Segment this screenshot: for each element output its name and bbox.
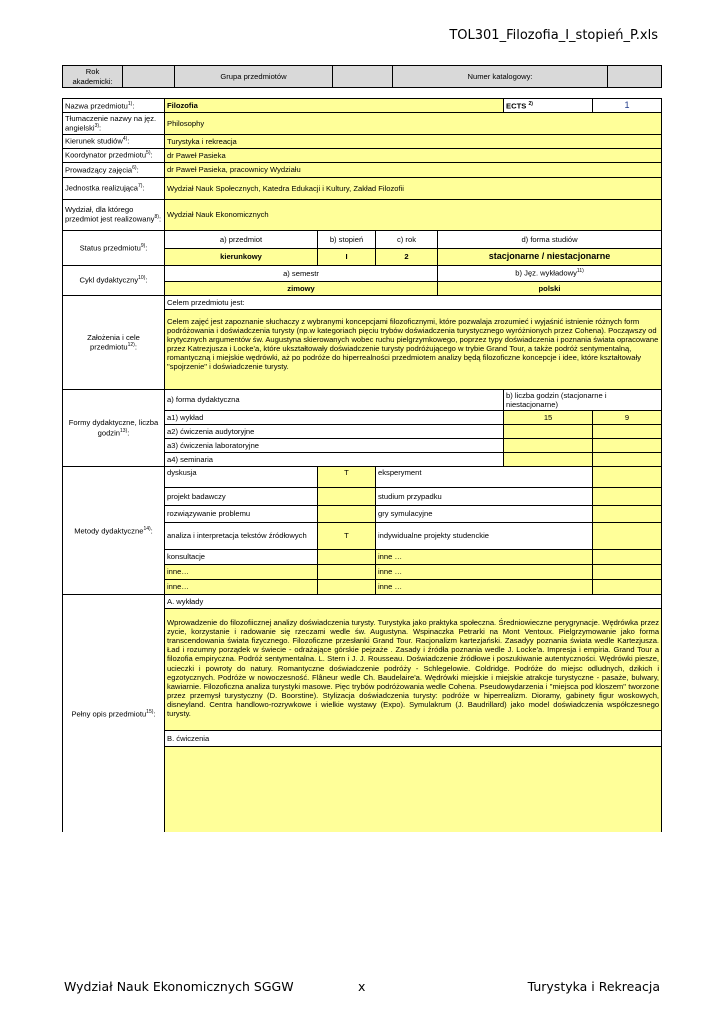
cykl-label: Cykl dydaktyczny — [79, 275, 139, 285]
grupa-label: Grupa przedmiotów — [175, 66, 333, 88]
tlumaczenie-label: Tłumaczenie nazwy na jęz. angielski — [65, 114, 157, 133]
nazwa-label: Nazwa przedmiotu — [65, 101, 128, 111]
forma-row: a3) ćwiczenia laboratoryjne — [63, 438, 662, 452]
status-h-d: d) forma studiów — [438, 230, 662, 248]
status-h-c: c) rok — [376, 230, 438, 248]
formy-h-b: b) liczba godzin (stacjonarne i niestacjonarne) — [504, 389, 662, 410]
jednostka-label: Jednostka realizująca — [65, 183, 139, 193]
footer-right: Turystyka i Rekreacja — [527, 979, 660, 994]
prowadzacy-value[interactable]: dr Paweł Pasieka, pracownicy Wydziału — [165, 162, 662, 177]
cykl-h-a: a) semestr — [165, 265, 438, 281]
metoda-row: inne… inne … — [63, 564, 662, 579]
status-v-c[interactable]: 2 — [376, 248, 438, 265]
header-table — [62, 65, 662, 88]
koordynator-label: Koordynator przedmiotu — [65, 150, 147, 160]
metoda-row: inne… inne … — [63, 579, 662, 594]
opis-b-text[interactable] — [165, 746, 662, 832]
course-form: Nazwa przedmiotu$^{1)}$: Filozofia ECTS $^{2)}$ 1 Tłumaczenie nazwy na jęz. angielski$^{3)}$: Philosophy Kierunek studiów$^{4)}$: Turystyka i rekreacja Koordynator przedmiotu$^{5)}$: dr Paweł Pasieka Prowadzący zajęcia$^{6)}$: dr Paweł Pasieka, pracownicy Wydziału Jednostka realizująca$^{7)}$: Wydział Nauk Społecznych, Katedra Edukacji i Kultury, Zakład Filozofii Wydział, dla którego przedmiot jest realizowany$^{8)}$: Wydział Nauk Ekonomicznych Status przedmiotu$^{9)}$: a) przedmiot b) stopień c) rok d) forma studiów kierunkowy I 2 stacjonarne / niestacjonarne Cykl dydaktyczny$^{10)}$: a) semestr b) Jęz. wykładowy$^{11)}$ zimowy polski Założenia i cele przedmiotu$^{12)}$: Celem przedmiotu jest: Celem zajęć jest zapoznanie słuchaczy z wybranymi koncepcjami filozoficznymi, które pozwalaja zrozumieć i wyjaśnić istnienie różnych form podróżowania i doświadczenia turysty (np.w kategoriach pięciu trybów doświadczenia turystycznego wyróżnionych przez Cohena). Począwszy od krytycznych argumentów św. Augustyna skierowanych wobec ruchu pielgrzymkowego, poprzez typy doświadczenia i poznania świata opracowane przez Katrezjusza i Locke'a, które ukształtowały doświadczenie turysty podróżującego w trybie Grand Tour, a także podróż sentymentalną, romantyczną i miejskie wędrówki, aż po podróże do hiperrealności przedmiotem analizy będą filozoficzne koncepcje i idee, które kształtowały "spojrzenie" i doświadczenie turysty. Formy dydaktyczne, liczba godzin$^{13)}$: a) forma dydaktyczna b) liczba godzin (stacjonarne i niestacjonarne) a1) wykład 15 9 a2) ćwiczenia audytoryjne a3) ćwiczenia laboratoryjne a4) seminaria Metody dydaktyczne$^{14)}$: dyskusja T eksperyment projekt badawczy studium przypadku rozwiązywanie problemu gry symulacyjne analiza i interpretacja tekstów źródłowych T indywidualne projekty studenckie konsultacje inne … inne… inne … inne… inne … Pełny opis przedmiotu$^{15)}$: A. wykłady Wprowadzenie do filozofiicznej analizy doświadczenia turysty. Turystyka jako praktyka społeczna. Średniowieczne perygrynacje. Wędrówka przez zycie, korzystanie i radowanie się rzeczami wedle św. Augustyna. Wspinaczka Petrarki na Mont Ventoux. Pielgrzymowanie jako forma transcendowania świata fizycznego. Filozoficzne przesłanki Grand Tour. Racjonalizm kartezjański. Zasadyy poznania świata wedle Kartezjusza. Ład i rozumny porządek w świecie - odrażające górskie pejzaże . Zasady i źródła poznania wedle J. Locke'a. Impresja i empiria. Grand Tour a filozofia empiryczna. Podróż sentymentalna. L. Stern i J. J. Rousseau. Doświadczenie źródłowe i poszukiwanie autentyczności. Wędrówki piesze, ucieczki i powroty do natury. Romantyczne doświadczenie podróży - Schlegelowie. Coldridge. Podróże do miejsc odludnych, dzikich i egzotycznych. Podróże w nowoczesność. Flâneur wedle Ch. Baudelaire'a. Wędrówki miejskie i miejskie atrakcje turystyczne - pasaże, bulwary, kawiarnie. Filozoficzna analiza turystyki masowe. Pięc trybów podróżowania wedle Cohena. Pseudowydarzenia i "miejsca pod kloszem" tworzone przez przemysł turystyczny (D. Boorstine). Stylizacja doświadczenia turysty: podróże w hiperrealizm. Dioramy, gabinety figur woskowych, disneyland. Centra handlowo-rozrywkowe i wielkie wystawy (Expo). Symulakrum (J. Baudrillard) jako model doświadczenia współczesnego turysty. B. ćwiczenia — [62, 98, 662, 832]
rok-label: Rok akademicki: — [63, 66, 123, 88]
status-v-d[interactable]: stacjonarne / niestacjonarne — [438, 248, 662, 265]
opis-b-head: B. ćwiczenia — [165, 730, 662, 746]
status-h-a: a) przedmiot — [165, 230, 318, 248]
cykl-v-b[interactable]: polski — [438, 281, 662, 295]
metoda-row: projekt badawczy studium przypadku — [63, 487, 662, 505]
jednostka-value[interactable]: Wydział Nauk Społecznych, Katedra Edukacji i Kultury, Zakład Filozofii — [165, 177, 662, 199]
grupa-value[interactable] — [333, 66, 393, 88]
forma-row: a1) wykład 15 9 — [63, 410, 662, 424]
ects-value[interactable]: 1 — [593, 99, 662, 113]
nazwa-value[interactable]: Filozofia — [165, 99, 504, 113]
cykl-v-a[interactable]: zimowy — [165, 281, 438, 295]
status-v-a[interactable]: kierunkowy — [165, 248, 318, 265]
opis-label: Pełny opis przedmiotu — [71, 709, 147, 719]
metoda-row: konsultacje inne … — [63, 549, 662, 564]
row-nazwa: Nazwa przedmiotu$^{1)}$: Filozofia ECTS $^{2)}$ 1 — [63, 99, 662, 113]
status-h-b: b) stopień — [318, 230, 376, 248]
cykl-h-b: b) Jęz. wykładowy — [515, 268, 577, 278]
prowadzacy-label: Prowadzący zajęcia — [65, 165, 133, 175]
tlumaczenie-value[interactable]: Philosophy — [165, 113, 662, 135]
kierunek-value[interactable]: Turystyka i rekreacja — [165, 134, 662, 148]
metoda-row: Metody dydaktyczne$^{14)}$: dyskusja T eksperyment — [63, 466, 662, 487]
formy-label: Formy dydaktyczne, liczba godzin — [68, 418, 159, 438]
opis-a-head: A. wykłady — [165, 594, 662, 608]
footer-center: x — [358, 979, 366, 994]
numer-value[interactable] — [608, 66, 662, 88]
footer-left: Wydział Nauk Ekonomicznych SGGW — [64, 979, 294, 994]
wydzial-label: Wydział, dla którego przedmiot jest realizowany — [65, 205, 155, 225]
status-v-b[interactable]: I — [318, 248, 376, 265]
numer-label: Numer katalogowy: — [393, 66, 608, 88]
ects-label: ECTS — [506, 101, 527, 111]
zalozenia-text[interactable]: Celem zajęć jest zapoznanie słuchaczy z wybranymi koncepcjami filozoficznymi, które pozwalaja zrozumieć i wyjaśnić istnienie różnych form podróżowania i doświadczenia turysty (np.w kategoriach pięciu trybów doświadczenia turystycznego wyróżnionych przez Cohena). Począwszy od krytycznych argumentów św. Augustyna skierowanych wobec ruchu pielgrzymkowego, poprzez typy doświadczenia i poznania świata opracowane przez Katrezjusza i Locke'a, które ukształtowały doświadczenie turysty podróżującego w trybie Grand Tour, a także podróż sentymentalną, romantyczną i miejskie wędrówki, aż po podróże do hiperrealności przedmiotem analizy będą filozoficzne koncepcje i idee, które kształtowały "spojrzenie" i doświadczenie turysty. — [165, 309, 662, 389]
status-label: Status przedmiotu — [79, 243, 141, 253]
metoda-row: rozwiązywanie problemu gry symulacyjne — [63, 505, 662, 522]
metoda-row: analiza i interpretacja tekstów źródłowych T indywidualne projekty studenckie — [63, 522, 662, 549]
zalozenia-intro: Celem przedmiotu jest: — [165, 295, 662, 309]
opis-a-text[interactable]: Wprowadzenie do filozofiicznej analizy doświadczenia turysty. Turystyka jako praktyka społeczna. Średniowieczne perygrynacje. Wędrówka przez zycie, korzystanie i radowanie się rzeczami wedle św. Augustyna. Wspinaczka Petrarki na Mont Ventoux. Pielgrzymowanie jako forma transcendowania świata fizycznego. Filozoficzne przesłanki Grand Tour. Racjonalizm kartezjański. Zasadyy poznania świata wedle Kartezjusza. Ład i rozumny porządek w świecie - odrażające górskie pejzaże . Zasady i źródła poznania wedle J. Locke'a. Impresja i empiria. Grand Tour a filozofia empiryczna. Podróż sentymentalna. L. Stern i J. J. Rousseau. Doświadczenie źródłowe i poszukiwanie autentyczności. Wędrówki piesze, ucieczki i powroty do natury. Romantyczne doświadczenie podróży - Schlegelowie. Coldridge. Podróże do miejsc odludnych, dzikich i egzotycznych. Podróże w nowoczesność. Flâneur wedle Ch. Baudelaire'a. Wędrówki miejskie i miejskie atrakcje turystyczne - pasaże, bulwary, kawiarnie. Filozoficzna analiza turystyki masowe. Pięc trybów podróżowania wedle Cohena. Pseudowydarzenia i "miejsca pod kloszem" tworzone przez przemysł turystyczny (D. Boorstine). Stylizacja doświadczenia turysty: podróże w hiperrealizm. Dioramy, gabinety figur woskowych, disneyland. Centra handlowo-rozrywkowe i wielkie wystawy (Expo). Symulakrum (J. Baudrillard) jako model doświadczenia współczesnego turysty. — [165, 608, 662, 730]
forma-row: a2) ćwiczenia audytoryjne — [63, 424, 662, 438]
koordynator-value[interactable]: dr Paweł Pasieka — [165, 148, 662, 162]
wydzial-value[interactable]: Wydział Nauk Ekonomicznych — [165, 199, 662, 230]
forma-row: a4) seminaria — [63, 452, 662, 466]
zalozenia-label: Założenia i cele przedmiotu — [87, 332, 140, 352]
kierunek-label: Kierunek studiów — [65, 136, 123, 146]
formy-h-a: a) forma dydaktyczna — [165, 389, 504, 410]
metody-label: Metody dydaktyczne — [74, 526, 144, 536]
rok-value[interactable] — [123, 66, 175, 88]
file-title: TOL301_Filozofia_I_stopień_P.xls — [449, 28, 658, 43]
